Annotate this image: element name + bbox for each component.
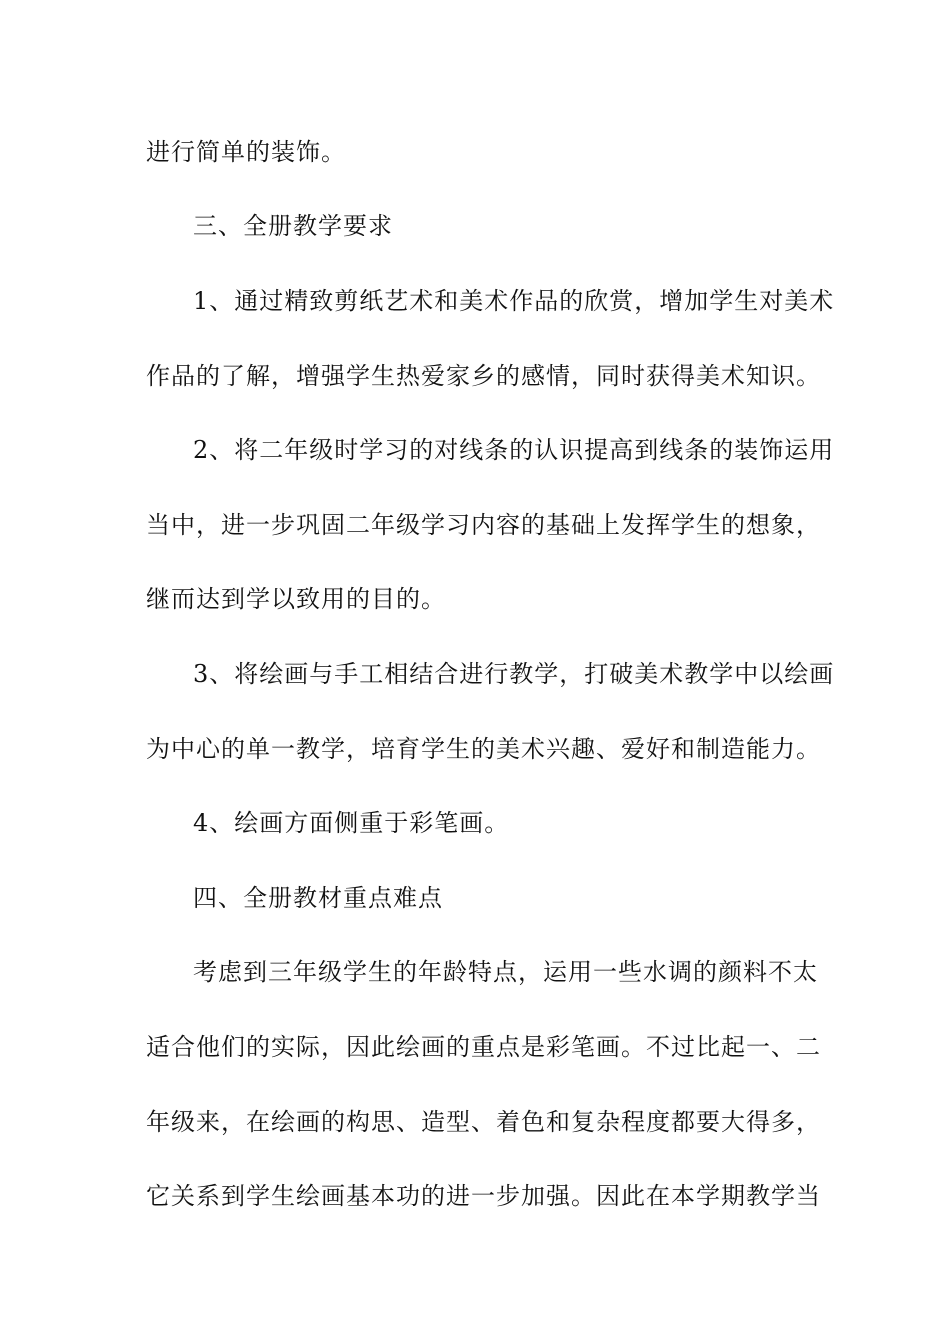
text-line: 2、将二年级时学习的对线条的认识提高到线条的装饰运用 <box>193 436 835 464</box>
text-line: 它关系到学生绘画基本功的进一步加强。因此在本学期教学当 <box>146 1182 821 1210</box>
text-line: 作品的了解，增强学生热爱家乡的感情，同时获得美术知识。 <box>146 362 821 390</box>
text-line: 4、绘画方面侧重于彩笔画。 <box>193 809 510 837</box>
text-line: 3、将绘画与手工相结合进行教学，打破美术教学中以绘画 <box>193 660 835 688</box>
section-heading: 四、全册教材重点难点 <box>193 884 443 912</box>
text-line: 考虑到三年级学生的年龄特点，运用一些水调的颜料不太 <box>193 958 818 986</box>
text-line: 适合他们的实际，因此绘画的重点是彩笔画。不过比起一、二 <box>146 1033 821 1061</box>
text-line: 年级来，在绘画的构思、造型、着色和复杂程度都要大得多， <box>146 1108 821 1136</box>
section-heading: 三、全册教学要求 <box>193 212 393 240</box>
text-line: 1、通过精致剪纸艺术和美术作品的欣赏，增加学生对美术 <box>193 287 835 315</box>
text-line: 当中，进一步巩固二年级学习内容的基础上发挥学生的想象， <box>146 511 821 539</box>
text-line: 进行简单的装饰。 <box>146 138 346 166</box>
text-line: 继而达到学以致用的目的。 <box>146 585 446 613</box>
text-line: 为中心的单一教学，培育学生的美术兴趣、爱好和制造能力。 <box>146 735 821 763</box>
